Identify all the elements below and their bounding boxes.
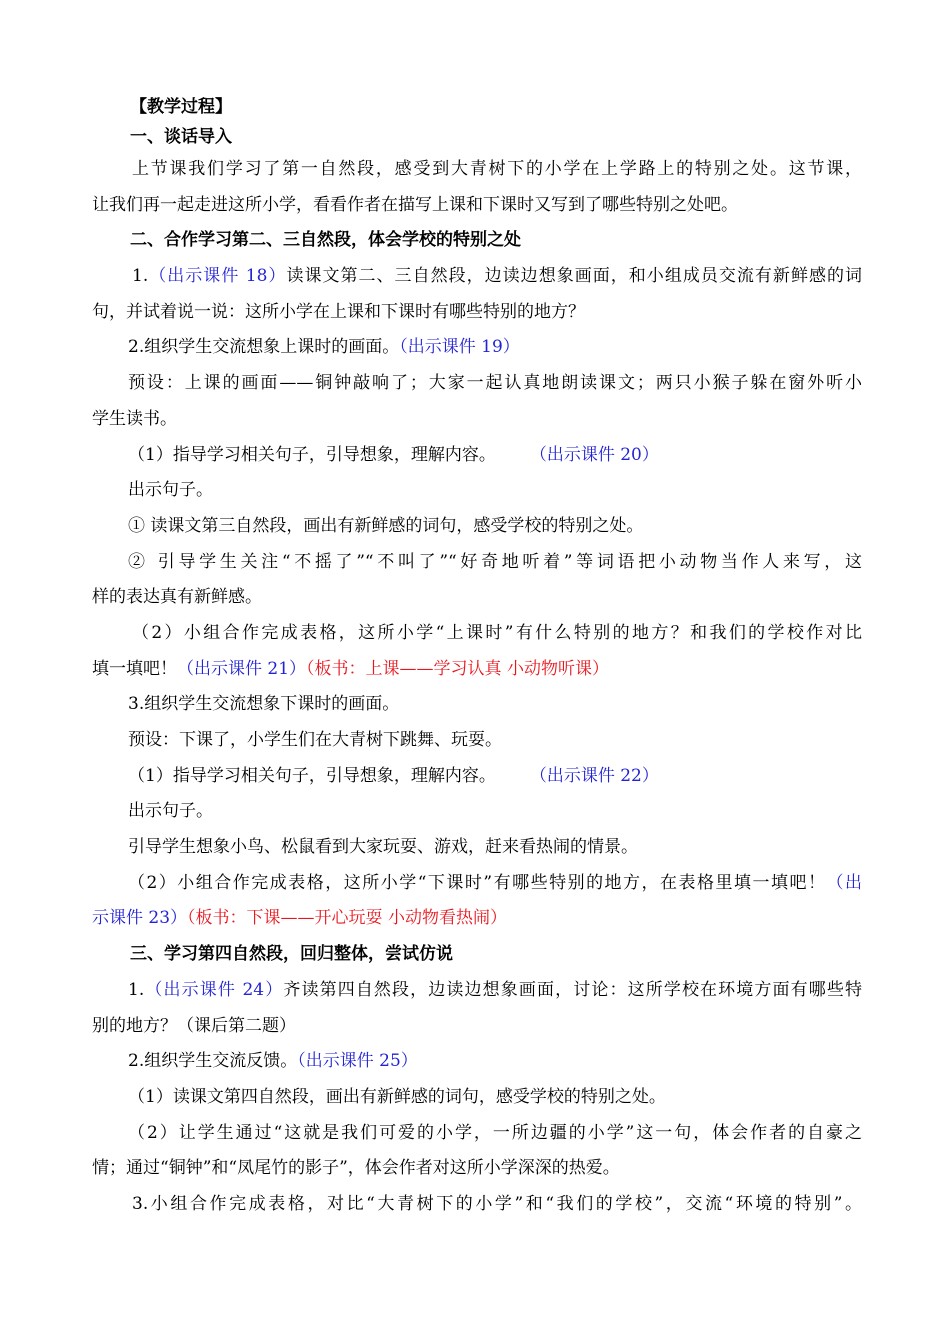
paragraph-line: 预设：上课的画面——铜钟敲响了；大家一起认真地朗读课文；两只小猴子躲在窗外听小	[128, 373, 862, 394]
paragraph-line: 3.小组合作完成表格，对比“大青树下的小学”和“我们的学校”，交流“环境的特别”。	[132, 1193, 862, 1214]
paragraph-line: 3.组织学生交流想象下课时的画面。	[128, 694, 400, 715]
paragraph-line: （2）让学生通过“这就是我们可爱的小学，一所边疆的小学”这一句，体会作者的自豪之	[128, 1122, 862, 1143]
paragraph-line: 样的表达真有新鲜感。	[92, 587, 262, 608]
paragraph-line: 预设：下课了，小学生们在大青树下跳舞、玩耍。	[128, 730, 502, 750]
section-title-3: 三、学习第四自然段，回归整体，尝试仿说	[130, 944, 453, 965]
paragraph-line	[92, 259, 862, 295]
paragraph-line: （2）小组合作完成表格，这所小学“上课时”有什么特别的地方？和我们的学校作对比	[132, 622, 862, 643]
paragraph-line: 别的地方？（课后第二题）	[92, 1015, 296, 1036]
paragraph-line: （1）读课文第四自然段，画出有新鲜感的词句，感受学校的特别之处。	[128, 1086, 666, 1107]
step-text: 读课文第二、三自然段，边读边想象画面，和小组成员交流有新鲜感的词	[286, 266, 862, 287]
paragraph-line	[92, 901, 862, 937]
step-number: 1.	[128, 979, 145, 1000]
paragraph-line: 引导学生想象小鸟、松鼠看到大家玩耍、游戏，赶来看热闹的情景。	[128, 837, 638, 858]
slide-cue: 示课件 23）	[92, 908, 188, 929]
slide-cue: （出示课件 22）	[529, 765, 659, 786]
step-text: 填一填吧！	[92, 658, 177, 679]
slide-cue: （出示课件 25）	[297, 1051, 418, 1072]
slide-cue: （出示课件 24）	[144, 979, 284, 1000]
board-note: （板书：上课——学习认真 小动物听课）	[306, 658, 609, 679]
paragraph-line: ② 引导学生关注“不摇了”“不叫了”“好奇地听着”等词语把小动物当作人来写，这	[128, 551, 862, 572]
step-text: 2.组织学生交流想象上课时的画面。	[128, 337, 400, 358]
section-title-1: 一、谈话导入	[130, 127, 232, 147]
paragraph-line	[92, 330, 862, 366]
paragraph-line	[92, 1044, 862, 1080]
step-text: （2）小组合作完成表格，这所小学“下课时”有哪些特别的地方，在表格里填一填吧！	[128, 872, 827, 893]
board-note: （板书：下课——开心玩耍 小动物看热闹）	[187, 908, 507, 929]
paragraph-line: 学生读书。	[92, 408, 177, 429]
step-text: 2.组织学生交流反馈。	[128, 1051, 298, 1072]
slide-cue: （出示课件 21）	[177, 658, 307, 679]
paragraph-line: ① 读课文第三自然段，画出有新鲜感的词句，感受学校的特别之处。	[128, 515, 644, 536]
paragraph-line: 出示句子。	[128, 801, 213, 822]
paragraph-line: 上节课我们学习了第一自然段，感受到大青树下的小学在上学路上的特别之处。这节课，	[132, 159, 862, 179]
paragraph-line	[92, 866, 862, 902]
paragraph-line	[92, 759, 862, 795]
paragraph-line: 句，并试着说一说：这所小学在上课和下课时有哪些特别的地方？	[92, 301, 585, 322]
paragraph-line: 出示句子。	[128, 480, 213, 501]
paragraph-line: 情；通过“铜钟”和“凤尾竹的影子”，体会作者对这所小学深深的热爱。	[92, 1158, 620, 1179]
section-title-2: 二、合作学习第二、三自然段，体会学校的特别之处	[130, 230, 521, 251]
slide-cue: （出示课件 19）	[399, 337, 520, 358]
slide-cue: （出	[826, 872, 862, 893]
paragraph-line	[92, 438, 862, 474]
step-text: （1）指导学习相关句子，引导想象，理解内容。	[128, 444, 496, 465]
slide-cue: （出示课件 18）	[148, 266, 287, 287]
paragraph-line	[92, 973, 862, 1009]
step-text: 齐读第四自然段，边读边想象画面，讨论：这所学校在环境方面有哪些特	[283, 979, 862, 1000]
section-heading: 【教学过程】	[130, 97, 232, 117]
document-page	[92, 92, 862, 1223]
paragraph-line	[92, 652, 862, 688]
paragraph-line: 让我们再一起走进这所小学，看看作者在描写上课和下课时又写到了哪些特别之处吧。	[92, 194, 738, 215]
step-text: （1）指导学习相关句子，引导想象，理解内容。	[128, 765, 496, 786]
slide-cue: （出示课件 20）	[529, 444, 659, 465]
step-number: 1.	[132, 266, 149, 287]
